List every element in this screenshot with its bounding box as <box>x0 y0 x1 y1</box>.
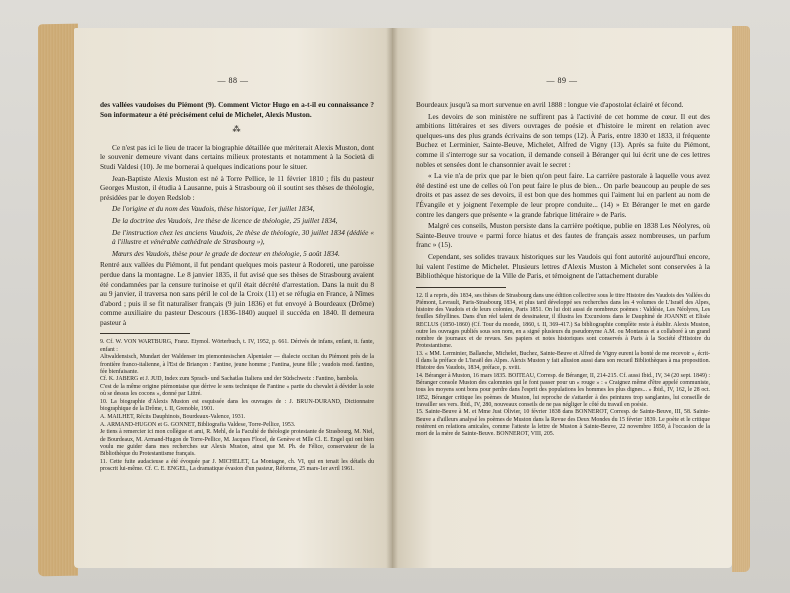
footnotes-right <box>416 293 710 439</box>
page-edges-right <box>732 26 750 572</box>
page-edges-left <box>38 24 78 577</box>
footnote: 14. Béranger à Muston, 16 mars 1835. BOITEAU, Corresp. de Béranger, II, 214-215. Cf. aussi Ibid., IV, 34 (20 sept. 1849) : Béranger console Muston des calomnies qui le font passer pour un « rouge » : « Craignez même d'être appelé communiste, tous les moyens sont bons pour perdre dans l'esprit des populations les hommes les plus dignes... » Ibid., IV, 162, le 28 oct. 1852, Béranger critique les poèmes de Muston, lui reproche de s'attarder à des peintures trop sanglantes, lui conseille de travailler ses vers. Ibid., IV, 280, nouveaux conseils de ne pas négliger le côté du travail en poésie. <box>416 372 710 408</box>
footnote: C'est de la même origine piémontaise que dérive le sens technique de Fantine « partie du chevalet à dévider la soie où se dessus les cocons », donné par Littré. <box>100 384 374 398</box>
footnote: 15. Sainte-Beuve à M. et Mme Just Olivier, 10 février 1838 dans BONNEROT, Corresp. de Sainte-Beuve, III, 58. Sainte-Beuve a d'ailleurs analysé les poèmes de Muston dans la Revue des Deux Mondes du 15 février 1839. Le poète et le critique restèrent en relations amicales, comme l'atteste la lettre de Muston à Sainte-Beuve, 22 novembre 1850, à l'occasion de la mort de la mère de Sainte-Beuve. BONNEROT, VIII, 205. <box>416 409 710 438</box>
footnote: 12. Il a repris, dès 1834, ses thèses de Strasbourg dans une édition collective sous le titre Histoire des Vaudois des Vallées du Piémont, Levrault, Paris-Strasbourg 1834, et plus tard développé ses recherches dans les 4 volumes de L'Israël des Alpes, histoire des Vaudois et de leurs colonies, Paris 1851. On lui doit aussi de nombreux poèmes : Valdésie, Les Néolyres, Les feuilles Sibyllines. Dans d'un réel talent de dessinateur, il illustra les Excursions dans le Dauphiné de JOANNE et Elisée RECLUS (1850-1860) (Cf. Tour du monde, 1860, t. II, 369-417.) Sa bibliographie complète reste à établir. Alexis Muston, outre les ouvrages publiés sous son nom, en a signé plusieurs du pseudonyme A.M. ou Montanus et a collaboré à un grand nombre de journaux et de revues. Ses papiers et notes historiques sont conservés à Paris à la Société d'Histoire du Protestantisme. <box>416 292 710 350</box>
paragraph: des vallées vaudoises du Piémont (9). Comment Victor Hugo en a-t-il eu connaissance ? Son informateur a été précisément celui de Michelet, Alexis Muston. <box>100 100 374 119</box>
footnote-rule <box>416 287 506 288</box>
quotation: « La vie n'a de prix que par le bien qu'on peut faire. La carrière pastorale à laquelle vous avez été destiné est une de celles où l'on peut faire le plus de bien... On parle beaucoup au peuple de ses droits et pas assez de ses devoirs, il est bon que des hommes qui l'aiment lui en parlent au nom de l'Évangile et y joignent l'exemple de leur propre conduite... (14) » Et Béranger le met en garde contre les dangers que présente « la grande fabrique littéraire » de Paris. <box>416 171 710 219</box>
thesis-item: Mœurs des Vaudois, thèse pour le grade de docteur en théologie, 5 août 1834. <box>112 248 340 258</box>
paragraph: Bourdeaux jusqu'à sa mort survenue en avril 1888 : longue vie d'apostolat éclairé et fécond. <box>416 100 684 109</box>
paragraph: Ce n'est pas ici le lieu de tracer la biographie détaillée que mériterait Alexis Muston, dont le souvenir demeure vivant dans certains milieux protestants et notamment à la Società di Studi Valdesi (10). Je me bornerai à quelques indications pour le situer. <box>100 142 374 171</box>
footnote: Altwaldensisch, Mundart der Waldenser im piemontesischen Alpentaler — dialecte occitan du Piémont près de la frontière franco-italienne, à l'Est de Briançon : Fantine, jeune homme ; Fantina, jeune fille ; vaudois mod. fantino, fée bienfaisante. <box>100 354 374 375</box>
paragraph: Malgré ces conseils, Muston persiste dans la carrière poétique, publie en 1838 Les Néolyres, où Sainte-Beuve trouve « parmi force hiatus et des fautes de français assez nombreuses, un parfum franc » (15). <box>416 221 710 250</box>
left-page-body <box>100 100 374 474</box>
footnote: Cf. K. JABERG et J. JUD, Index zum Sprach- und Sachatlas Italiens und der Südschweiz : Fantino, bambola. <box>100 376 359 383</box>
paragraph: Les devoirs de son ministère ne suffirent pas à l'activité de cet homme de cœur. Il eut des ambitions littéraires et ses divers ouvrages de poésie et d'histoire le mirent en relation avec quelques-uns des plus grands écrivains de son temps (12). À Paris, entre 1830 et 1833, il fréquente Buchez et Lerminier, Sainte-Beuve, Michelet, Alfred de Vigny (13). Après sa fuite du Piémont, comme il s'interroge sur sa vocation, il demande conseil à Béranger qui lui écrit une de ces lettres nobles et sensées dont le chansonnier avait le secret : <box>416 111 710 169</box>
page-number-right: — 89 — <box>546 76 578 85</box>
book-gutter <box>386 28 398 568</box>
footnotes-left <box>100 339 374 473</box>
footnote: Je tiens à remercier ici mon collègue et ami, R. Mehl, de la Faculté de théologie protestante de Strasbourg, M. Niel, de Bourdeaux, M. Armand-Hugon de Torre-Pellice, M. Jacques Flocel, de Genève et Mlle Cl. E. Engel qui ont bien voulu me guider dans mes recherches sur Alexis Muston, ainsi que M. Ph. de Félice, conservateur de la Bibliothèque du Protestantisme français. <box>100 429 374 458</box>
paragraph: Jean-Baptiste Alexis Muston est né à Torre Pellice, le 11 février 1810 ; fils du pasteur Georges Muston, il étudia à Lausanne, puis à Strasbourg où il soutint ses thèses de théologie, présidées par le doyen Redslob : <box>100 173 374 202</box>
right-page <box>392 28 732 568</box>
thesis-item: De l'origine et du nom des Vaudois, thèse historique, 1er juillet 1834, <box>112 204 315 214</box>
left-page <box>74 28 392 568</box>
section-separator: ⁂ <box>232 125 242 135</box>
paragraph: Rentré aux vallées du Piémont, il fut pendant quelques mois pasteur à Rodoreti, une paroisse perdue dans la montagne. Le 8 janvier 1835, il fut avisé que ses thèses de Strasbourg avaient été condamnées par la censure turinoise et qu'il était décrété d'arrestation. Dans la nuit du 8 au 9 janvier, il traversa non sans péril le col de la Croix (11) et se réfugia en France, à Nîmes d'abord ; puis il se fit naturaliser français (9 juin 1836) et fut envoyé à Bourdeaux (Drôme) comme auxiliaire du pasteur Descours (1836-1840) auquel il succéda en 1840. Il demeura pasteur à <box>100 260 374 327</box>
paragraph: Cependant, ses solides travaux historiques sur les Vaudois qui font autorité aujourd'hui encore, lui valent l'estime de Michelet. Plusieurs lettres d'Alexis Muston à Michelet sont conservées à la Bibliothèque historique de la Ville de Paris, et témoignent de l'attachement durable <box>416 251 710 281</box>
page-number-left: — 88 — <box>217 76 249 85</box>
footnote: 9. Cf. W. VON WARTBURG, Franz. Etymol. Wörterbuch, t. IV, 1952, p. 661. Dérivés de infans, enfant, it. fante, enfant : <box>100 339 374 353</box>
footnote: 10. La biographie d'Alexis Muston est esquissée dans les ouvrages de : J. BRUN-DURAND, Dictionnaire biographique de la Drôme, t. II, Grenoble, 1901. <box>100 399 374 413</box>
footnote: 11. Cette fuite audacieuse a été évoquée par J. MICHELET, La Montagne, ch. VI, qui en tenait les détails du proscrit lui-même. Cf. C. E. ENGEL, La dramatique évasion d'un pasteur, Réforme, 25 mars-1er avril 1961. <box>100 458 374 472</box>
footnote: 13. « MM. Lerminier, Ballanche, Michelet, Buchez, Sainte-Beuve et Alfred de Vigny eurent la bonté de me recevoir », écrit-il dans la préface de L'Israël des Alpes. Alexis Muston y fait allusion aussi dans son recueil Bibliothèques à ma proposition. Histoire des Vaudois, 1834, préface, p. xviii. <box>416 350 710 372</box>
thesis-item: De l'instruction chez les anciens Vaudois, 2e thèse de théologie, 30 juillet 1834 (dédiée « à l'illustre et vénérable cathédrale de Strasbourg »), <box>112 227 374 247</box>
right-page-body <box>416 100 710 439</box>
footnote: A. MAILHET, Récits Dauphinois, Bourdeaux-Valence, 1931. <box>100 414 246 420</box>
footnote: A. ARMAND-HUGON et G. GONNET, Bibliografia Valdese, Torre-Pellice, 1953. <box>100 421 296 428</box>
thesis-item: De la doctrine des Vaudois, 1re thèse de licence de théologie, 25 juillet 1834, <box>112 215 338 225</box>
footnote-rule <box>100 333 190 334</box>
